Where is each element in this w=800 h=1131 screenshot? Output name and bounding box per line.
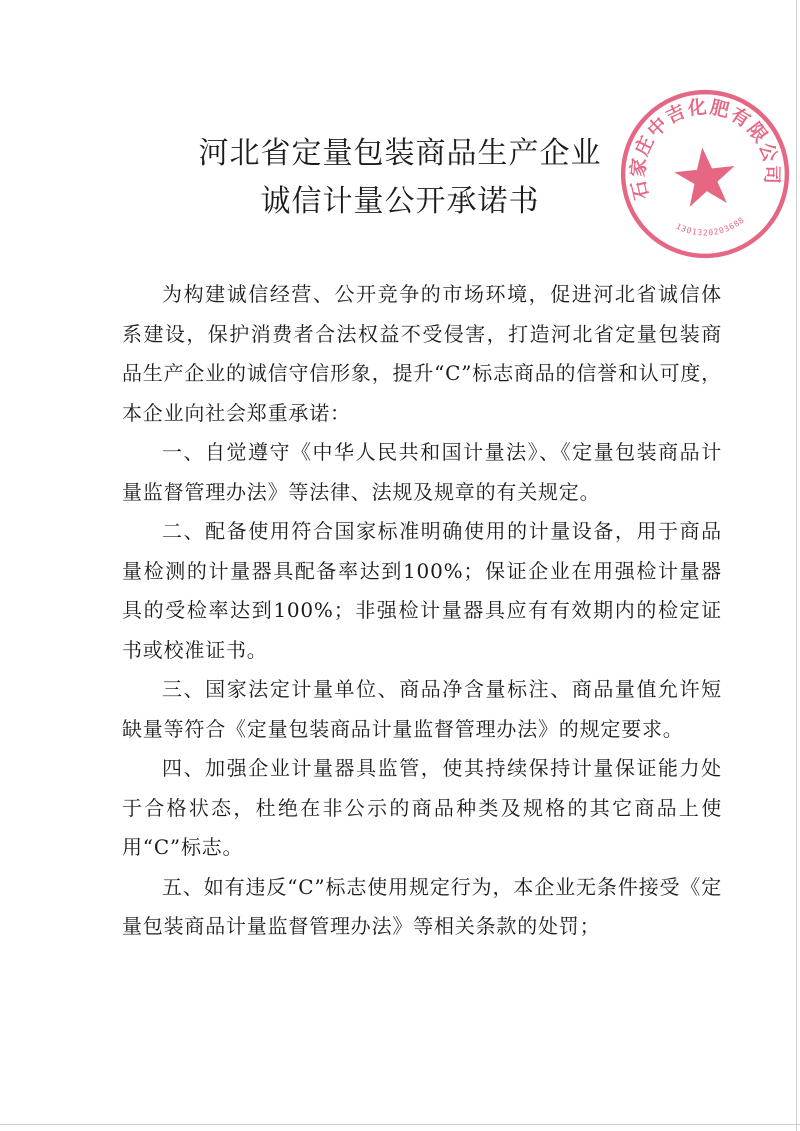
document-body xyxy=(122,275,722,947)
paragraph-clause-3: 三、国家法定计量单位、商品净含量标注、商品量值允许短缺量等符合《定量包装商品计量监督管理办法》的规定要求。 xyxy=(122,677,722,741)
title-line-2: 诚信计量公开承诺书 xyxy=(260,184,540,219)
seal-graphic xyxy=(607,76,800,272)
paragraph-clause-1: 一、自觉遵守《中华人民共和国计量法》、《定量包装商品计量监督管理办法》等法律、法规及规章的有关规定。 xyxy=(122,440,722,504)
paragraph-clause-4: 四、加强企业计量器具监管，使其持续保持计量保证能力处于合格状态，杜绝在非公示的商品种类及规格的其它商品上使用“C”标志。 xyxy=(122,756,722,859)
seal-company-name: 石家庄中吉化肥有限公司 xyxy=(627,96,782,202)
page-edge-bottom xyxy=(0,1124,800,1125)
seal-number: 1301320203688 xyxy=(674,215,747,238)
paragraph-clause-5: 五、如有违反“C”标志使用规定行为，本企业无条件接受《定量包装商品计量监督管理办法》等相关条款的处罚； xyxy=(122,874,722,938)
title-line-1: 河北省定量包装商品生产企业 xyxy=(198,136,602,171)
paragraph-clause-2: 二、配备使用符合国家标准明确使用的计量设备，用于商品量检测的计量器具配备率达到100%；保证企业在用强检计量器具的受检率达到100%；非强检计量器具应有有效期内的检定证书或校准证书。 xyxy=(122,519,722,662)
seal-star-icon xyxy=(672,144,738,208)
paragraph-intro: 为构建诚信经营、公开竞争的市场环境，促进河北省诚信体系建设，保护消费者合法权益不受侵害，打造河北省定量包装商品生产企业的诚信守信形象，提升“C”标志商品的信誉和认可度，本企业向社会郑重承诺： xyxy=(122,282,722,425)
company-seal-stamp xyxy=(607,76,800,272)
